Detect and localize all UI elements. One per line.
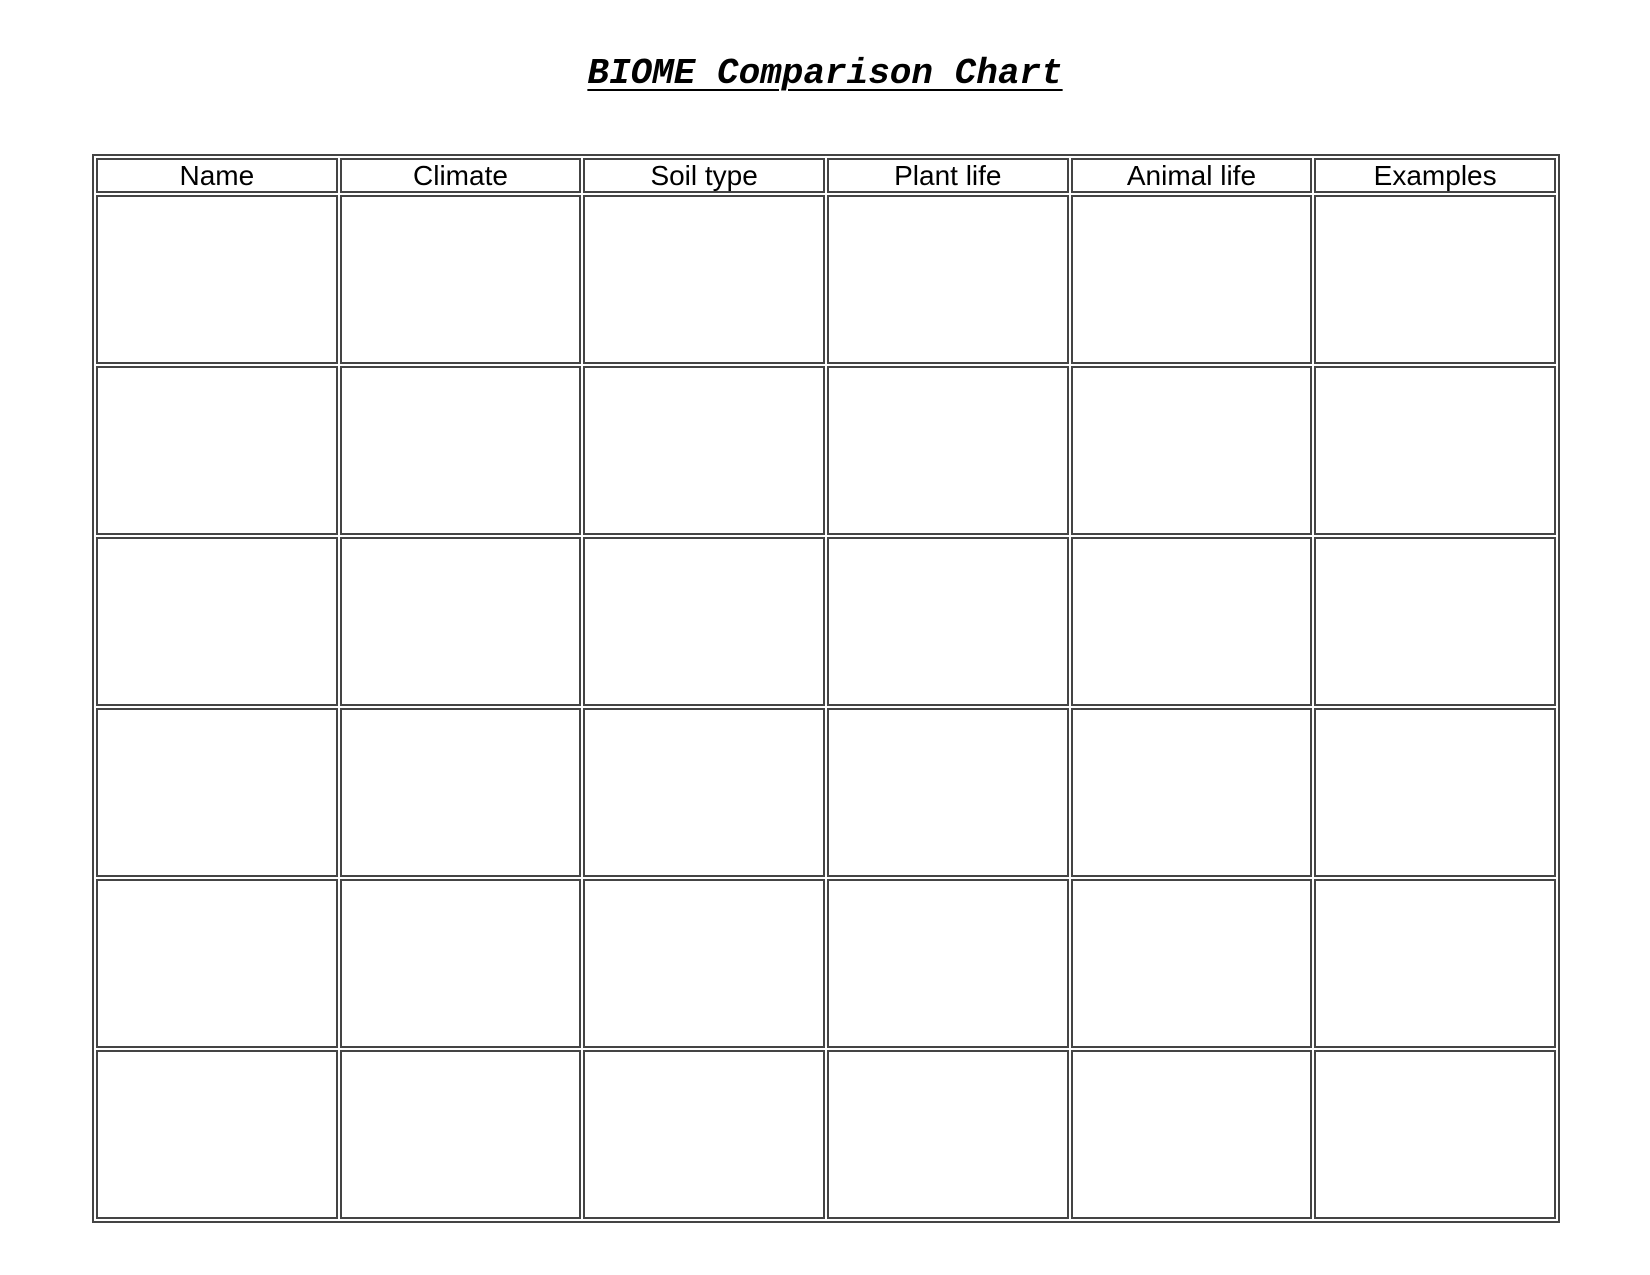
table-cell (340, 366, 582, 535)
table-row (96, 708, 1556, 877)
table-cell (1314, 879, 1556, 1048)
table-cell (1071, 195, 1313, 364)
table-cell (583, 195, 825, 364)
table-cell (1071, 879, 1313, 1048)
table-cell (1071, 708, 1313, 877)
table-row (96, 366, 1556, 535)
table-cell (340, 195, 582, 364)
table-cell (827, 537, 1069, 706)
column-header-climate: Climate (340, 158, 582, 193)
table-cell (96, 879, 338, 1048)
table-cell (827, 708, 1069, 877)
column-header-examples: Examples (1314, 158, 1556, 193)
page-title (0, 52, 1650, 96)
table-cell (827, 1050, 1069, 1219)
table-cell (340, 708, 582, 877)
table-cell (583, 879, 825, 1048)
column-header-name: Name (96, 158, 338, 193)
table-cell (583, 1050, 825, 1219)
table-cell (1071, 366, 1313, 535)
table-cell (1314, 537, 1556, 706)
table-cell (340, 537, 582, 706)
table-cell (96, 537, 338, 706)
table-cell (340, 1050, 582, 1219)
table-cell (827, 879, 1069, 1048)
table-row (96, 195, 1556, 364)
table-cell (340, 879, 582, 1048)
table-cell (1314, 708, 1556, 877)
table-row (96, 1050, 1556, 1219)
table-cell (1314, 1050, 1556, 1219)
table-body (96, 195, 1556, 1219)
table-cell (583, 708, 825, 877)
table-cell (583, 537, 825, 706)
table-cell (1314, 366, 1556, 535)
table-cell (96, 366, 338, 535)
column-header-animal-life: Animal life (1071, 158, 1313, 193)
table-cell (96, 1050, 338, 1219)
table-cell (1314, 195, 1556, 364)
table-cell (96, 195, 338, 364)
table-cell (583, 366, 825, 535)
table-cell (827, 366, 1069, 535)
table-header-row (96, 158, 1556, 193)
column-header-plant-life: Plant life (827, 158, 1069, 193)
biome-comparison-table (92, 154, 1560, 1223)
table-cell (96, 708, 338, 877)
table-cell (827, 195, 1069, 364)
table-row (96, 879, 1556, 1048)
column-header-soil-type: Soil type (583, 158, 825, 193)
table-row (96, 537, 1556, 706)
table-cell (1071, 1050, 1313, 1219)
page-title-text: BIOME Comparison Chart (587, 53, 1063, 94)
table-cell (1071, 537, 1313, 706)
